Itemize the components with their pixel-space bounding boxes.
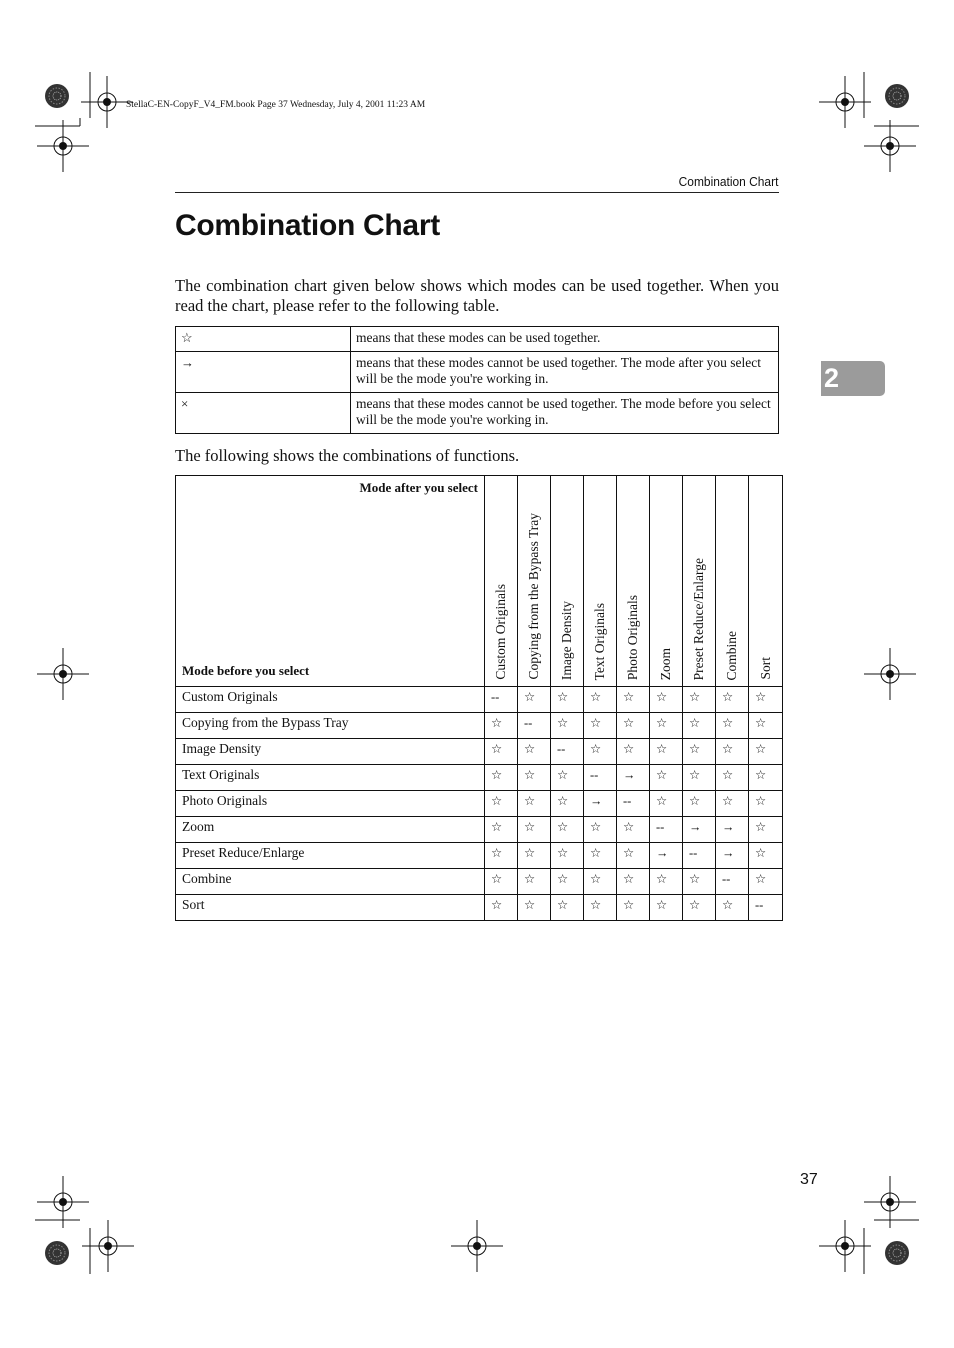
combination-cell: ☆ [683,869,716,895]
column-header [683,476,716,687]
column-header [551,476,584,687]
combination-cell: ☆ [617,869,650,895]
combination-cell: -- [716,869,749,895]
row-header: Sort [176,895,485,921]
combination-cell: ☆ [683,765,716,791]
row-header: Custom Originals [176,687,485,713]
combination-cell: ☆ [485,765,518,791]
file-header: StellaC-EN-CopyF_V4_FM.book Page 37 Wednesday, July 4, 2001 11:23 AM [126,100,426,110]
combination-cell: ☆ [749,739,783,765]
column-header [716,476,749,687]
combination-cell: ☆ [617,713,650,739]
combination-cell: ☆ [617,843,650,869]
column-header-label: Zoom [658,647,673,680]
column-header-label: Sort [757,657,773,680]
combination-cell: ☆ [485,843,518,869]
combination-cell: ☆ [551,817,584,843]
legend-symbol: → [176,351,351,392]
combination-cell: ☆ [485,817,518,843]
column-header [584,476,617,687]
column-header-label: Photo Originals [625,594,640,680]
combination-cell: ☆ [650,791,683,817]
running-header: Combination Chart [678,174,778,189]
combination-cell: ☆ [716,791,749,817]
combination-cell: ☆ [749,791,783,817]
combination-cell: ☆ [749,713,783,739]
column-header-label: Custom Originals [493,584,508,680]
column-header [749,476,783,687]
legend-row [176,351,779,392]
combination-cell: ☆ [650,713,683,739]
combination-cell: → [683,817,716,843]
page-title: Combination Chart [175,209,440,242]
combination-cell: ☆ [683,739,716,765]
combination-cell: ☆ [485,791,518,817]
legend-meaning: means that these modes cannot be used together. The mode after you select will be the mode you're working in. [351,351,779,392]
combination-cell: ☆ [617,739,650,765]
combination-cell: → [584,791,617,817]
header-rule [175,192,779,193]
row-header: Photo Originals [176,791,485,817]
legend-symbol: × [176,392,351,433]
corner-cell [176,476,485,687]
page-number: 37 [800,1171,818,1188]
combination-cell: ☆ [749,687,783,713]
combination-cell: -- [518,713,551,739]
combination-cell: ☆ [650,765,683,791]
combinations-intro: The following shows the combinations of functions. [175,446,520,465]
row-header: Image Density [176,739,485,765]
table-row [176,713,783,739]
combination-cell: ☆ [518,869,551,895]
column-header [485,476,518,687]
table-row [176,765,783,791]
combination-cell: ☆ [749,869,783,895]
combination-table [175,475,783,921]
combination-cell: ☆ [551,687,584,713]
combination-cell: ☆ [584,869,617,895]
combination-cell: -- [683,843,716,869]
column-header-label: Combine [724,630,739,680]
combination-cell: ☆ [683,791,716,817]
table-row [176,687,783,713]
legend-meaning: means that these modes cannot be used together. The mode before you select will be the mode you're working in. [351,392,779,433]
combination-cell: ☆ [485,713,518,739]
combination-cell: ☆ [716,687,749,713]
row-header: Preset Reduce/Enlarge [176,843,485,869]
combination-cell: ☆ [551,791,584,817]
combination-cell: ☆ [584,713,617,739]
combination-cell: ☆ [485,869,518,895]
mode-before-label: Mode before you select [182,663,310,678]
column-header [518,476,551,687]
legend-row [176,392,779,433]
combination-cell: → [716,843,749,869]
combination-cell: ☆ [584,817,617,843]
combination-cell: ☆ [716,713,749,739]
combination-cell: ☆ [518,687,551,713]
combination-cell: ☆ [650,739,683,765]
legend-row [176,327,779,352]
column-header-row [176,476,783,687]
combination-cell: ☆ [584,739,617,765]
combination-cell: ☆ [551,713,584,739]
combination-cell: → [650,843,683,869]
combination-cell: ☆ [584,895,617,921]
mode-after-label: Mode after you select [359,480,478,495]
combination-cell: ☆ [716,895,749,921]
combination-cell: -- [551,739,584,765]
combination-cell: -- [584,765,617,791]
table-row [176,817,783,843]
row-header: Copying from the Bypass Tray [176,713,485,739]
combination-cell: ☆ [683,713,716,739]
table-row [176,739,783,765]
table-row [176,843,783,869]
combination-body [176,687,783,921]
intro-paragraph: The combination chart given below shows which modes can be used together. When you read the chart, please refer to the following table. [175,276,779,315]
combination-cell: ☆ [551,895,584,921]
chapter-tab [821,361,885,396]
combination-cell: ☆ [617,895,650,921]
combination-cell: ☆ [650,895,683,921]
combination-cell: ☆ [749,843,783,869]
combination-cell: ☆ [518,895,551,921]
combination-cell: -- [485,687,518,713]
column-header-label: Preset Reduce/Enlarge [691,557,706,680]
table-row [176,895,783,921]
combination-cell: ☆ [683,687,716,713]
table-row [176,791,783,817]
combination-cell: ☆ [551,765,584,791]
table-row [176,869,783,895]
combination-cell: ☆ [584,687,617,713]
combination-cell: ☆ [485,739,518,765]
combination-cell: ☆ [518,739,551,765]
legend-table [175,326,779,434]
combination-cell: ☆ [650,687,683,713]
combination-cell: ☆ [518,843,551,869]
legend-symbol: ☆ [176,327,351,352]
row-header: Combine [176,869,485,895]
combination-cell: ☆ [551,869,584,895]
combination-cell: -- [650,817,683,843]
combination-cell: ☆ [617,817,650,843]
column-header-label: Copying from the Bypass Tray [526,513,541,680]
combination-cell: ☆ [518,791,551,817]
combination-cell: → [716,817,749,843]
column-header [617,476,650,687]
combination-cell: ☆ [518,765,551,791]
combination-cell: ☆ [617,687,650,713]
combination-cell: ☆ [518,817,551,843]
combination-cell: ☆ [683,895,716,921]
combination-cell: ☆ [485,895,518,921]
combination-cell: -- [749,895,783,921]
row-header: Zoom [176,817,485,843]
column-header-label: Image Density [559,600,574,680]
combination-cell: → [617,765,650,791]
combination-cell: ☆ [584,843,617,869]
combination-cell: ☆ [749,765,783,791]
chapter-number: 2 [824,363,840,393]
column-header [650,476,683,687]
combination-cell: ☆ [650,869,683,895]
combination-cell: ☆ [749,817,783,843]
combination-cell: ☆ [716,765,749,791]
combination-cell: -- [617,791,650,817]
row-header: Text Originals [176,765,485,791]
legend-meaning: means that these modes can be used together. [351,327,779,352]
column-header-label: Text Originals [592,602,607,680]
combination-cell: ☆ [716,739,749,765]
combination-cell: ☆ [551,843,584,869]
